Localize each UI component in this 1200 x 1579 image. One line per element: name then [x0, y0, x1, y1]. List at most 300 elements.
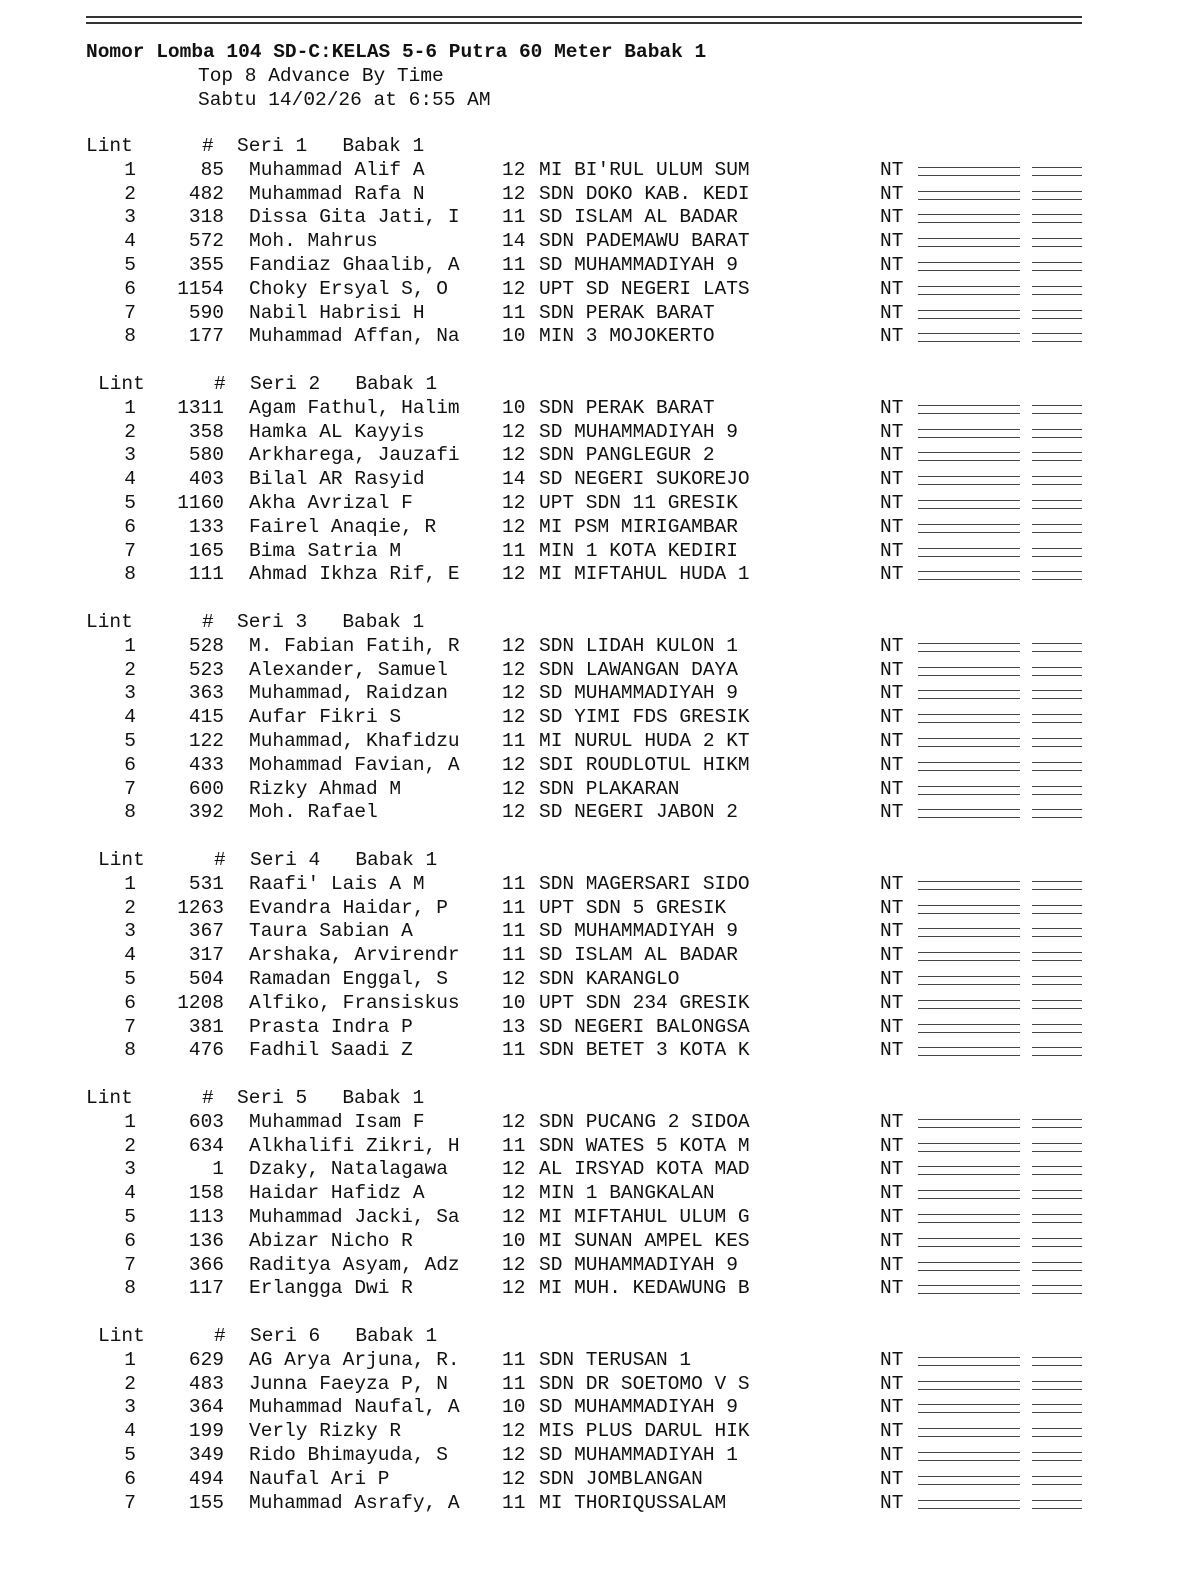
result-time-blank: [918, 1452, 1020, 1461]
athlete-name: Alexander, Samuel: [249, 658, 448, 681]
event-title: Nomor Lomba 104 SD-C:KELAS 5-6 Putra 60 Meter Babak 1: [86, 41, 707, 63]
seed-time: NT: [880, 1182, 904, 1205]
result-place-blank: [1032, 762, 1082, 771]
bib-number: 366: [188, 1253, 224, 1276]
athlete-age: 11: [502, 253, 526, 276]
bib-column-label: #: [202, 135, 214, 157]
seed-time: NT: [880, 420, 904, 443]
lane-number: 6: [124, 515, 136, 538]
seed-time: NT: [880, 777, 904, 800]
team-name: SDN JOMBLANGAN: [539, 1467, 703, 1490]
table-row: [0, 206, 1200, 230]
lane-number: 8: [124, 563, 136, 586]
result-time-blank: [918, 786, 1020, 795]
bib-number: 1: [212, 1158, 224, 1181]
team-name: SD MUHAMMADIYAH 9: [539, 682, 738, 705]
event-datetime: Sabtu 14/02/26 at 6:55 AM: [198, 89, 491, 111]
result-place-blank: [1032, 1381, 1082, 1390]
table-row: [0, 706, 1200, 730]
table-row: [0, 1039, 1200, 1063]
athlete-name: Mohammad Favian, A: [249, 753, 460, 776]
result-place-blank: [1032, 1143, 1082, 1152]
heat-label: Seri 2 Babak 1: [250, 373, 438, 395]
seed-time: NT: [880, 1277, 904, 1300]
bib-number: 403: [188, 468, 224, 491]
heat-header: [0, 373, 1200, 397]
result-time-blank: [918, 809, 1020, 818]
athlete-age: 12: [502, 1443, 526, 1466]
result-time-blank: [918, 500, 1020, 509]
athlete-name: Haidar Hafidz A: [249, 1182, 425, 1205]
table-row: [0, 1349, 1200, 1373]
result-time-blank: [918, 333, 1020, 342]
team-name: UPT SDN 5 GRESIK: [539, 896, 727, 919]
bib-column-label: #: [214, 1325, 226, 1347]
athlete-age: 10: [502, 325, 526, 348]
result-place-blank: [1032, 976, 1082, 985]
team-name: MI MIFTAHUL ULUM G: [539, 1205, 750, 1228]
bib-number: 367: [188, 920, 224, 943]
result-place-blank: [1032, 881, 1082, 890]
table-row: [0, 1016, 1200, 1040]
team-name: SDN DR SOETOMO V S: [539, 1372, 750, 1395]
result-place-blank: [1032, 238, 1082, 247]
athlete-name: Agam Fathul, Halim: [249, 396, 460, 419]
bib-number: 1160: [177, 491, 224, 514]
team-name: SDN PERAK BARAT: [539, 396, 715, 419]
athlete-name: M. Fabian Fatih, R: [249, 634, 460, 657]
team-name: SD MUHAMMADIYAH 9: [539, 920, 738, 943]
bib-number: 600: [188, 777, 224, 800]
result-time-blank: [918, 1238, 1020, 1247]
result-place-blank: [1032, 738, 1082, 747]
seed-time: NT: [880, 753, 904, 776]
seed-time: NT: [880, 634, 904, 657]
result-time-blank: [918, 1000, 1020, 1009]
result-time-blank: [918, 1047, 1020, 1056]
result-time-blank: [918, 976, 1020, 985]
heat-section: [0, 611, 1200, 825]
seed-time: NT: [880, 991, 904, 1014]
lane-number: 6: [124, 753, 136, 776]
heat-header: [0, 611, 1200, 635]
table-row: [0, 659, 1200, 683]
bib-number: 603: [188, 1110, 224, 1133]
athlete-name: Muhammad Alif A: [249, 158, 425, 181]
result-place-blank: [1032, 1500, 1082, 1509]
table-row: [0, 944, 1200, 968]
lint-label: Lint: [86, 135, 133, 157]
athlete-age: 12: [502, 182, 526, 205]
table-row: [0, 492, 1200, 516]
seed-time: NT: [880, 658, 904, 681]
table-row: [0, 873, 1200, 897]
athlete-age: 10: [502, 396, 526, 419]
lane-number: 8: [124, 325, 136, 348]
table-row: [0, 1135, 1200, 1159]
lane-number: 3: [124, 1158, 136, 1181]
bib-number: 1263: [177, 896, 224, 919]
heat-section: [0, 1325, 1200, 1515]
result-time-blank: [918, 214, 1020, 223]
athlete-age: 12: [502, 658, 526, 681]
result-place-blank: [1032, 214, 1082, 223]
team-name: SD ISLAM AL BADAR: [539, 944, 738, 967]
bib-number: 634: [188, 1134, 224, 1157]
lane-number: 6: [124, 991, 136, 1014]
seed-time: NT: [880, 515, 904, 538]
athlete-age: 11: [502, 206, 526, 229]
athlete-age: 10: [502, 1396, 526, 1419]
athlete-name: Bilal AR Rasyid: [249, 468, 425, 491]
table-row: [0, 1396, 1200, 1420]
result-time-blank: [918, 881, 1020, 890]
athlete-name: Muhammad Asrafy, A: [249, 1491, 460, 1514]
athlete-name: Fandiaz Ghaalib, A: [249, 253, 460, 276]
team-name: MI NURUL HUDA 2 KT: [539, 729, 750, 752]
bib-number: 415: [188, 706, 224, 729]
athlete-name: Akha Avrizal F: [249, 491, 413, 514]
athlete-age: 12: [502, 1277, 526, 1300]
lane-number: 4: [124, 230, 136, 253]
athlete-age: 12: [502, 1182, 526, 1205]
bib-number: 1154: [177, 277, 224, 300]
result-place-blank: [1032, 1285, 1082, 1294]
lane-number: 4: [124, 1182, 136, 1205]
heat-label: Seri 1 Babak 1: [237, 135, 425, 157]
result-place-blank: [1032, 809, 1082, 818]
team-name: SDN KARANGLO: [539, 967, 680, 990]
result-place-blank: [1032, 1190, 1082, 1199]
bib-number: 155: [188, 1491, 224, 1514]
result-time-blank: [918, 738, 1020, 747]
result-time-blank: [918, 1285, 1020, 1294]
result-time-blank: [918, 952, 1020, 961]
athlete-age: 14: [502, 468, 526, 491]
seed-time: NT: [880, 896, 904, 919]
table-row: [0, 540, 1200, 564]
athlete-name: Choky Ersyal S, O: [249, 277, 448, 300]
athlete-age: 11: [502, 872, 526, 895]
result-time-blank: [918, 1119, 1020, 1128]
heat-label: Seri 4 Babak 1: [250, 849, 438, 871]
seed-time: NT: [880, 1039, 904, 1062]
result-place-blank: [1032, 1047, 1082, 1056]
result-place-blank: [1032, 500, 1082, 509]
athlete-name: Nabil Habrisi H: [249, 301, 425, 324]
bib-number: 317: [188, 944, 224, 967]
athlete-age: 11: [502, 539, 526, 562]
lane-number: 7: [124, 777, 136, 800]
table-row: [0, 516, 1200, 540]
athlete-name: Prasta Indra P: [249, 1015, 413, 1038]
athlete-name: Erlangga Dwi R: [249, 1277, 413, 1300]
seed-time: NT: [880, 1443, 904, 1466]
lane-number: 5: [124, 491, 136, 514]
result-place-blank: [1032, 429, 1082, 438]
athlete-age: 11: [502, 301, 526, 324]
bib-number: 113: [188, 1205, 224, 1228]
team-name: SD NEGERI JABON 2: [539, 801, 738, 824]
result-place-blank: [1032, 1214, 1082, 1223]
result-time-blank: [918, 762, 1020, 771]
heat-label: Seri 6 Babak 1: [250, 1325, 438, 1347]
team-name: SD NEGERI SUKOREJO: [539, 468, 750, 491]
team-name: UPT SDN 11 GRESIK: [539, 491, 738, 514]
athlete-age: 11: [502, 920, 526, 943]
result-place-blank: [1032, 690, 1082, 699]
bib-number: 111: [188, 563, 224, 586]
lane-number: 3: [124, 682, 136, 705]
result-time-blank: [918, 571, 1020, 580]
seed-time: NT: [880, 1229, 904, 1252]
team-name: SDN PLAKARAN: [539, 777, 680, 800]
table-row: [0, 230, 1200, 254]
athlete-name: Muhammad Affan, Na: [249, 325, 460, 348]
athlete-name: Muhammad Isam F: [249, 1110, 425, 1133]
result-time-blank: [918, 1214, 1020, 1223]
bib-number: 355: [188, 253, 224, 276]
athlete-name: Muhammad Naufal, A: [249, 1396, 460, 1419]
lane-number: 1: [124, 158, 136, 181]
advance-rule: Top 8 Advance By Time: [198, 65, 444, 87]
lane-number: 5: [124, 253, 136, 276]
result-place-blank: [1032, 905, 1082, 914]
athlete-name: Fadhil Saadi Z: [249, 1039, 413, 1062]
table-row: [0, 254, 1200, 278]
result-time-blank: [918, 1143, 1020, 1152]
heat-section: [0, 849, 1200, 1063]
result-time-blank: [918, 643, 1020, 652]
result-place-blank: [1032, 952, 1082, 961]
team-name: MIN 1 KOTA KEDIRI: [539, 539, 738, 562]
team-name: SD MUHAMMADIYAH 9: [539, 420, 738, 443]
team-name: MI PSM MIRIGAMBAR: [539, 515, 738, 538]
result-time-blank: [918, 1166, 1020, 1175]
lane-number: 4: [124, 706, 136, 729]
table-row: [0, 159, 1200, 183]
athlete-age: 12: [502, 491, 526, 514]
seed-time: NT: [880, 944, 904, 967]
result-time-blank: [918, 1190, 1020, 1199]
heat-header: [0, 1325, 1200, 1349]
lane-number: 7: [124, 539, 136, 562]
athlete-age: 12: [502, 1205, 526, 1228]
team-name: UPT SD NEGERI LATS: [539, 277, 750, 300]
lane-number: 3: [124, 206, 136, 229]
lane-number: 6: [124, 1467, 136, 1490]
result-place-blank: [1032, 1024, 1082, 1033]
athlete-age: 11: [502, 1039, 526, 1062]
result-time-blank: [918, 429, 1020, 438]
athlete-age: 12: [502, 1253, 526, 1276]
bib-number: 122: [188, 729, 224, 752]
result-place-blank: [1032, 643, 1082, 652]
bib-number: 318: [188, 206, 224, 229]
table-row: [0, 1111, 1200, 1135]
lint-label: Lint: [98, 1325, 145, 1347]
bib-number: 523: [188, 658, 224, 681]
athlete-name: Alkhalifi Zikri, H: [249, 1134, 460, 1157]
result-time-blank: [918, 286, 1020, 295]
table-row: [0, 920, 1200, 944]
bib-number: 133: [188, 515, 224, 538]
athlete-age: 12: [502, 801, 526, 824]
bib-number: 1311: [177, 396, 224, 419]
lane-number: 2: [124, 1134, 136, 1157]
table-row: [0, 801, 1200, 825]
athlete-age: 12: [502, 634, 526, 657]
table-row: [0, 1373, 1200, 1397]
team-name: MI THORIQUSSALAM: [539, 1491, 727, 1514]
seed-time: NT: [880, 158, 904, 181]
seed-time: NT: [880, 230, 904, 253]
team-name: AL IRSYAD KOTA MAD: [539, 1158, 750, 1181]
bib-number: 528: [188, 634, 224, 657]
lint-label: Lint: [86, 1087, 133, 1109]
lane-number: 3: [124, 444, 136, 467]
seed-time: NT: [880, 277, 904, 300]
athlete-name: Hamka AL Kayyis: [249, 420, 425, 443]
lane-number: 5: [124, 1443, 136, 1466]
bib-number: 117: [188, 1277, 224, 1300]
result-place-blank: [1032, 1404, 1082, 1413]
athlete-age: 10: [502, 991, 526, 1014]
result-place-blank: [1032, 476, 1082, 485]
table-row: [0, 1420, 1200, 1444]
lane-number: 1: [124, 1348, 136, 1371]
result-time-blank: [918, 524, 1020, 533]
team-name: MI SUNAN AMPEL KES: [539, 1229, 750, 1252]
bib-number: 363: [188, 682, 224, 705]
team-name: SD MUHAMMADIYAH 9: [539, 253, 738, 276]
lane-number: 2: [124, 1372, 136, 1395]
lane-number: 1: [124, 396, 136, 419]
athlete-age: 12: [502, 515, 526, 538]
result-time-blank: [918, 476, 1020, 485]
result-place-blank: [1032, 1000, 1082, 1009]
seed-time: NT: [880, 1205, 904, 1228]
athlete-age: 14: [502, 230, 526, 253]
table-row: [0, 1230, 1200, 1254]
lane-number: 8: [124, 801, 136, 824]
seed-time: NT: [880, 872, 904, 895]
bib-number: 358: [188, 420, 224, 443]
seed-time: NT: [880, 182, 904, 205]
seed-time: NT: [880, 1110, 904, 1133]
athlete-age: 12: [502, 682, 526, 705]
bib-number: 494: [188, 1467, 224, 1490]
bib-number: 433: [188, 753, 224, 776]
heat-header: [0, 1087, 1200, 1111]
result-place-blank: [1032, 286, 1082, 295]
athlete-age: 11: [502, 729, 526, 752]
table-row: [0, 421, 1200, 445]
lane-number: 1: [124, 634, 136, 657]
heat-label: Seri 3 Babak 1: [237, 611, 425, 633]
athlete-age: 12: [502, 420, 526, 443]
table-row: [0, 278, 1200, 302]
seed-time: NT: [880, 468, 904, 491]
table-row: [0, 183, 1200, 207]
athlete-name: Alfiko, Fransiskus: [249, 991, 460, 1014]
athlete-name: Moh. Rafael: [249, 801, 378, 824]
result-time-blank: [918, 905, 1020, 914]
athlete-name: Arkharega, Jauzafi: [249, 444, 460, 467]
lane-number: 1: [124, 872, 136, 895]
team-name: SD MUHAMMADIYAH 9: [539, 1396, 738, 1419]
lane-number: 4: [124, 1420, 136, 1443]
result-time-blank: [918, 667, 1020, 676]
seed-time: NT: [880, 444, 904, 467]
athlete-age: 12: [502, 158, 526, 181]
athlete-name: Aufar Fikri S: [249, 706, 402, 729]
team-name: SD YIMI FDS GRESIK: [539, 706, 750, 729]
table-row: [0, 754, 1200, 778]
team-name: MIN 3 MOJOKERTO: [539, 325, 715, 348]
lane-number: 4: [124, 944, 136, 967]
athlete-age: 12: [502, 444, 526, 467]
athlete-age: 13: [502, 1015, 526, 1038]
team-name: SD MUHAMMADIYAH 9: [539, 1253, 738, 1276]
athlete-name: Ahmad Ikhza Rif, E: [249, 563, 460, 586]
team-name: SD NEGERI BALONGSA: [539, 1015, 750, 1038]
result-place-blank: [1032, 405, 1082, 414]
seed-time: NT: [880, 729, 904, 752]
table-row: [0, 1492, 1200, 1516]
seed-time: NT: [880, 253, 904, 276]
result-place-blank: [1032, 191, 1082, 200]
team-name: SDN WATES 5 KOTA M: [539, 1134, 750, 1157]
lane-number: 8: [124, 1277, 136, 1300]
result-time-blank: [918, 191, 1020, 200]
athlete-age: 11: [502, 1348, 526, 1371]
seed-time: NT: [880, 396, 904, 419]
team-name: MI MUH. KEDAWUNG B: [539, 1277, 750, 1300]
athlete-name: Dzaky, Natalagawa: [249, 1158, 448, 1181]
table-row: [0, 468, 1200, 492]
seed-time: NT: [880, 1015, 904, 1038]
team-name: MIS PLUS DARUL HIK: [539, 1420, 750, 1443]
athlete-name: Taura Sabian A: [249, 920, 413, 943]
bib-number: 482: [188, 182, 224, 205]
bib-number: 85: [200, 158, 224, 181]
table-row: [0, 635, 1200, 659]
result-place-blank: [1032, 786, 1082, 795]
seed-time: NT: [880, 1348, 904, 1371]
bib-number: 504: [188, 967, 224, 990]
table-row: [0, 563, 1200, 587]
athlete-age: 12: [502, 563, 526, 586]
athlete-age: 12: [502, 777, 526, 800]
result-time-blank: [918, 1262, 1020, 1271]
result-place-blank: [1032, 1428, 1082, 1437]
bib-number: 199: [188, 1420, 224, 1443]
lane-number: 2: [124, 420, 136, 443]
result-time-blank: [918, 262, 1020, 271]
table-row: [0, 992, 1200, 1016]
athlete-name: Fairel Anaqie, R: [249, 515, 437, 538]
team-name: SDN MAGERSARI SIDO: [539, 872, 750, 895]
athlete-name: Raafi' Lais A M: [249, 872, 425, 895]
athlete-name: Arshaka, Arvirendr: [249, 944, 460, 967]
seed-time: NT: [880, 1158, 904, 1181]
lane-number: 4: [124, 468, 136, 491]
result-time-blank: [918, 928, 1020, 937]
result-place-blank: [1032, 452, 1082, 461]
heat-section: [0, 373, 1200, 587]
athlete-name: Evandra Haidar, P: [249, 896, 448, 919]
